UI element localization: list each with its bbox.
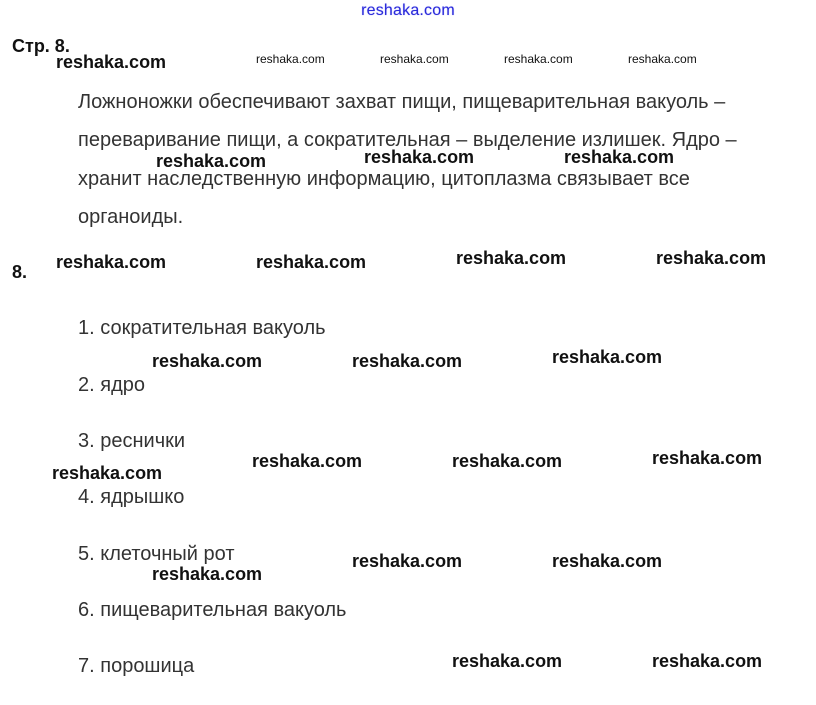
paragraph-line-4: органоиды. — [78, 206, 184, 228]
page-title: Стр. 8. — [12, 36, 70, 56]
watermark: reshaka.com — [152, 564, 263, 584]
watermark: reshaka.com — [564, 147, 675, 167]
watermark: reshaka.com — [380, 52, 449, 66]
watermark: reshaka.com — [56, 252, 167, 272]
watermark: reshaka.com — [456, 248, 567, 268]
list-item: 6. пищеварительная вакуоль — [78, 599, 347, 621]
watermark: reshaka.com — [352, 351, 463, 371]
watermark: reshaka.com — [656, 248, 767, 268]
list-item: 1. сократительная вакуоль — [78, 317, 326, 339]
paragraph-line-3: хранит наследственную информацию, цитоплазма связывает все — [78, 168, 690, 190]
watermark: reshaka.com — [152, 351, 263, 371]
watermark: reshaka.com — [652, 651, 763, 671]
watermark: reshaka.com — [52, 463, 163, 483]
watermark: reshaka.com — [56, 52, 167, 72]
watermark: reshaka.com — [364, 147, 475, 167]
list-item: 7. порошица — [78, 655, 195, 677]
watermark: reshaka.com — [252, 451, 363, 471]
watermark: reshaka.com — [552, 551, 663, 571]
watermark: reshaka.com — [628, 52, 697, 66]
list-item: 5. клеточный рот — [78, 543, 235, 565]
watermark: reshaka.com — [652, 448, 763, 468]
watermark: reshaka.com — [352, 551, 463, 571]
watermark: reshaka.com — [156, 151, 267, 171]
list-item: 4. ядрышко — [78, 486, 185, 508]
section-number: 8. — [12, 262, 28, 282]
site-logo[interactable]: reshaka.com — [361, 2, 455, 19]
paragraph-line-1: Ложноножки обеспечивают захват пищи, пищеварительная вакуоль – — [78, 91, 726, 113]
watermark: reshaka.com — [256, 252, 367, 272]
watermark: reshaka.com — [452, 451, 563, 471]
list-item: 3. реснички — [78, 430, 186, 452]
watermark: reshaka.com — [256, 52, 325, 66]
watermark: reshaka.com — [504, 52, 573, 66]
list-item: 2. ядро — [78, 374, 145, 396]
watermark: reshaka.com — [452, 651, 563, 671]
paragraph-line-2: переваривание пищи, а сократительная – выделение излишек. Ядро – — [78, 129, 737, 151]
watermark: reshaka.com — [552, 347, 663, 367]
